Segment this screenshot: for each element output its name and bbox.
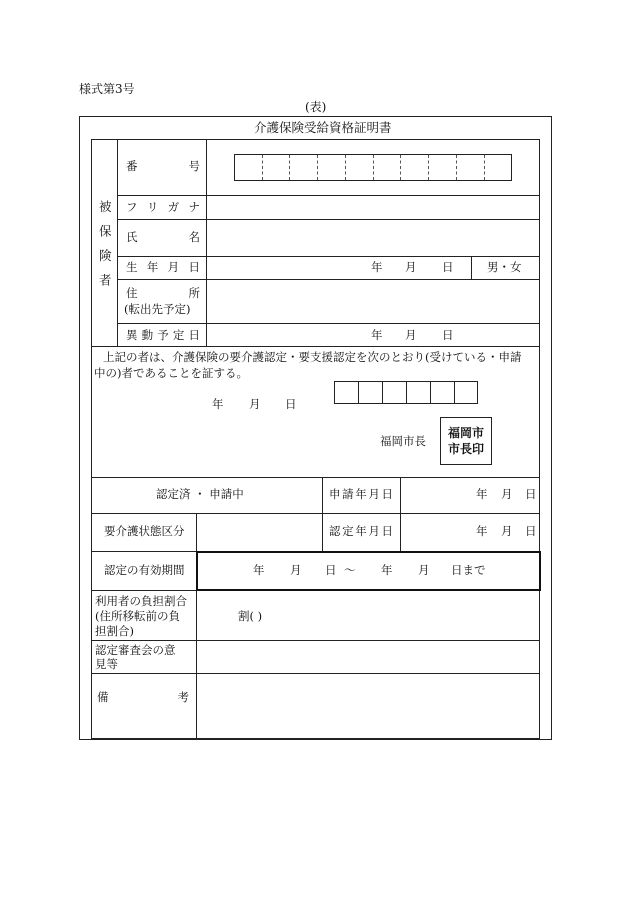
review-label-line2: 見等 — [95, 657, 118, 671]
review-label-line1: 認定審査会の意 — [95, 643, 176, 657]
certification-date-month: 月 — [249, 397, 261, 411]
form-number: 様式第3号 — [79, 82, 135, 96]
care-level-input[interactable] — [197, 514, 322, 551]
gender-divider — [471, 256, 472, 279]
digit-divider — [428, 155, 429, 180]
seal-line2: 市長印 — [447, 442, 484, 456]
care-level-label: 要介護状態区分 — [104, 524, 185, 538]
birthdate-label: 生 年 月 日 — [126, 260, 200, 274]
furigana-input[interactable] — [207, 196, 540, 219]
certification-day: 日 — [525, 524, 537, 538]
code-divider — [430, 381, 431, 404]
certification-year: 年 — [476, 524, 488, 538]
remarks-input[interactable] — [197, 674, 540, 739]
burden-label-line3: 担割合) — [95, 624, 134, 638]
address-input[interactable] — [207, 280, 540, 323]
certification-date-year: 年 — [212, 397, 224, 411]
burden-label-line2: (住所移転前の負 — [95, 609, 180, 623]
validity-start-month: 月 — [290, 563, 302, 577]
digit-divider — [456, 155, 457, 180]
validity-start-day: 日 — [325, 563, 337, 577]
insured-group-divider — [117, 139, 118, 346]
birthdate-year: 年 — [371, 260, 383, 274]
certification-statement-line1: 上記の者は、介護保険の要介護認定・要支援認定を次のとおり(受けている・申請 — [103, 350, 522, 364]
number-label: 番 号 — [126, 159, 200, 173]
digit-divider — [484, 155, 485, 180]
move-month: 月 — [405, 328, 417, 342]
insured-group-label — [91, 200, 117, 298]
address-label: 住 所 — [126, 286, 200, 300]
digit-divider — [373, 155, 374, 180]
validity-end-year: 年 — [381, 563, 393, 577]
burden-label-line1: 利用者の負担割合 — [95, 594, 187, 608]
remarks-label: 備 考 — [97, 690, 189, 704]
birthdate-day: 日 — [442, 260, 454, 274]
validity-tilde: 〜 — [344, 563, 356, 577]
address-sub-label: (転出先予定) — [124, 302, 191, 316]
side-label: (表) — [305, 100, 327, 114]
furigana-label: フ リ ガ ナ — [126, 200, 200, 214]
digit-divider — [400, 155, 401, 180]
row-line-name — [117, 256, 540, 257]
code-divider — [406, 381, 407, 404]
move-year: 年 — [371, 328, 383, 342]
validity-start-year: 年 — [253, 563, 265, 577]
certification-date-day: 日 — [285, 397, 297, 411]
review-input[interactable] — [197, 641, 540, 673]
form-title: 介護保険受給資格証明書 — [254, 120, 392, 135]
issuer-name: 福岡市長 — [380, 434, 426, 448]
name-input[interactable] — [207, 220, 540, 256]
move-date-label: 異 動 予 定 日 — [126, 328, 200, 342]
certification-month: 月 — [501, 524, 513, 538]
validity-period-box — [196, 551, 541, 591]
certification-statement-line2: 中の)者であることを証する。 — [94, 366, 248, 380]
digit-divider — [345, 155, 346, 180]
name-label: 氏 名 — [126, 230, 200, 244]
certification-date-label: 認 定 年 月 日 — [329, 524, 393, 538]
validity-end-month: 月 — [418, 563, 430, 577]
certified-or-pending-choice[interactable]: 認定済 ・ 申請中 — [156, 487, 244, 501]
application-year: 年 — [476, 487, 488, 501]
status-mid-divider — [322, 477, 323, 551]
birthdate-month: 月 — [405, 260, 417, 274]
validity-label: 認定の有効期間 — [104, 563, 185, 577]
application-month: 月 — [501, 487, 513, 501]
application-date-label: 申 請 年 月 日 — [329, 487, 393, 501]
insured-group-label-text: 被保険者 — [97, 200, 113, 298]
status-right-divider — [400, 477, 401, 551]
burden-value[interactable]: 割( ) — [238, 609, 263, 623]
digit-divider — [289, 155, 290, 180]
application-day: 日 — [525, 487, 537, 501]
seal-line1: 福岡市 — [447, 425, 484, 440]
code-divider — [358, 381, 359, 404]
gender-choice[interactable]: 男・女 — [487, 260, 522, 274]
code-divider — [454, 381, 455, 404]
row-line-move-date — [91, 346, 540, 347]
code-divider — [382, 381, 383, 404]
validity-end-day: 日まで — [451, 563, 486, 577]
row-line-certification-block — [91, 477, 540, 478]
move-day: 日 — [442, 328, 454, 342]
row-line-address — [117, 323, 540, 324]
digit-divider — [317, 155, 318, 180]
digit-divider — [262, 155, 263, 180]
mayor-seal — [440, 417, 492, 465]
